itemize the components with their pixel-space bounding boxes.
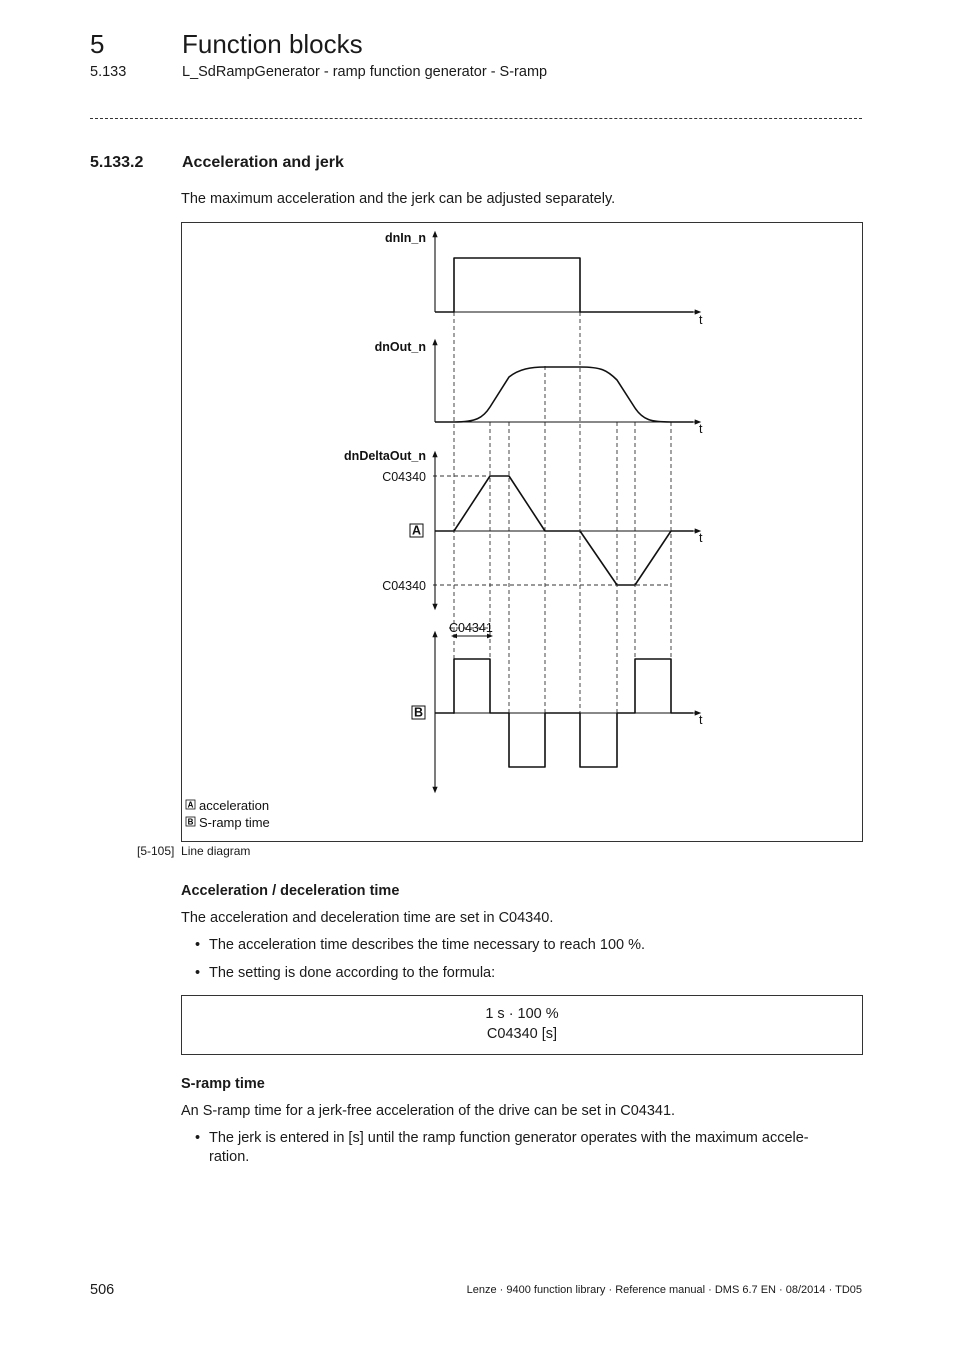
axis-t-label: t bbox=[699, 422, 703, 436]
formula-denominator: C04340 [s] bbox=[486, 1026, 558, 1042]
label-dnin: dnIn_n bbox=[385, 231, 426, 245]
axis-t-label: t bbox=[699, 713, 703, 727]
label-dndeltaout: dnDeltaOut_n bbox=[344, 449, 426, 463]
footer-doc-info: Lenze · 9400 function library · Reference manual · DMS 6.7 EN · 08/2014 · TD05 bbox=[466, 1284, 862, 1296]
caption-number: [5-105] bbox=[137, 844, 175, 858]
label-c04340-lower: C04340 bbox=[382, 579, 426, 593]
svg-text:acceleration: acceleration bbox=[199, 798, 270, 813]
marker-b-box bbox=[412, 706, 425, 720]
page-number: 506 bbox=[90, 1282, 115, 1298]
list-item-continuation: ration. bbox=[209, 1149, 250, 1165]
label-c04340-upper: C04340 bbox=[382, 470, 426, 484]
axis-t-label: t bbox=[699, 313, 703, 327]
legend bbox=[186, 798, 270, 830]
list-item: • The jerk is entered in [s] until the ramp function generator operates with the maximum accele- bbox=[195, 1130, 809, 1146]
formula-box bbox=[181, 995, 863, 1055]
section-title: Acceleration and jerk bbox=[182, 154, 344, 171]
section-intro: The maximum acceleration and the jerk can be adjusted separately. bbox=[181, 191, 616, 207]
label-c04341: C04341 bbox=[449, 621, 493, 635]
sramp-text: An S-ramp time for a jerk-free acceleration of the drive can be set in C04341. bbox=[181, 1103, 676, 1119]
header-divider bbox=[90, 118, 862, 119]
caption-text: Line diagram bbox=[181, 844, 251, 858]
time-guides bbox=[454, 312, 671, 767]
svg-text:B: B bbox=[187, 817, 194, 827]
section-number: 5.133.2 bbox=[90, 154, 144, 171]
subchapter-number: 5.133 bbox=[90, 64, 127, 80]
dnin-step-curve bbox=[435, 258, 693, 312]
legend-item-acceleration bbox=[186, 798, 269, 813]
formula-numerator: 1 s · 100 % bbox=[485, 1006, 559, 1022]
svg-text:A: A bbox=[411, 523, 422, 538]
chapter-title: Function blocks bbox=[182, 29, 363, 59]
line-diagram bbox=[181, 222, 863, 842]
legend-item-sramp bbox=[186, 815, 270, 830]
sramp-heading: S-ramp time bbox=[181, 1076, 265, 1092]
marker-a-box bbox=[410, 524, 423, 538]
svg-text:B: B bbox=[413, 705, 424, 720]
accel-text: The acceleration and deceleration time are set in C04340. bbox=[181, 910, 554, 926]
figure-caption bbox=[137, 843, 250, 859]
svg-text:A: A bbox=[187, 800, 194, 810]
dnout-sramp-curve bbox=[435, 367, 693, 422]
chapter-number: 5 bbox=[90, 29, 105, 59]
axes bbox=[435, 234, 698, 790]
accel-heading: Acceleration / deceleration time bbox=[181, 883, 400, 899]
subchapter-title: L_SdRampGenerator - ramp function generator - S-ramp bbox=[182, 64, 548, 80]
axis-t-label: t bbox=[699, 531, 703, 545]
list-item: • The acceleration time describes the time necessary to reach 100 %. bbox=[195, 937, 646, 953]
svg-text:S-ramp time: S-ramp time bbox=[199, 815, 270, 830]
list-item: • The setting is done according to the formula: bbox=[195, 965, 496, 981]
label-dnout: dnOut_n bbox=[374, 340, 426, 354]
